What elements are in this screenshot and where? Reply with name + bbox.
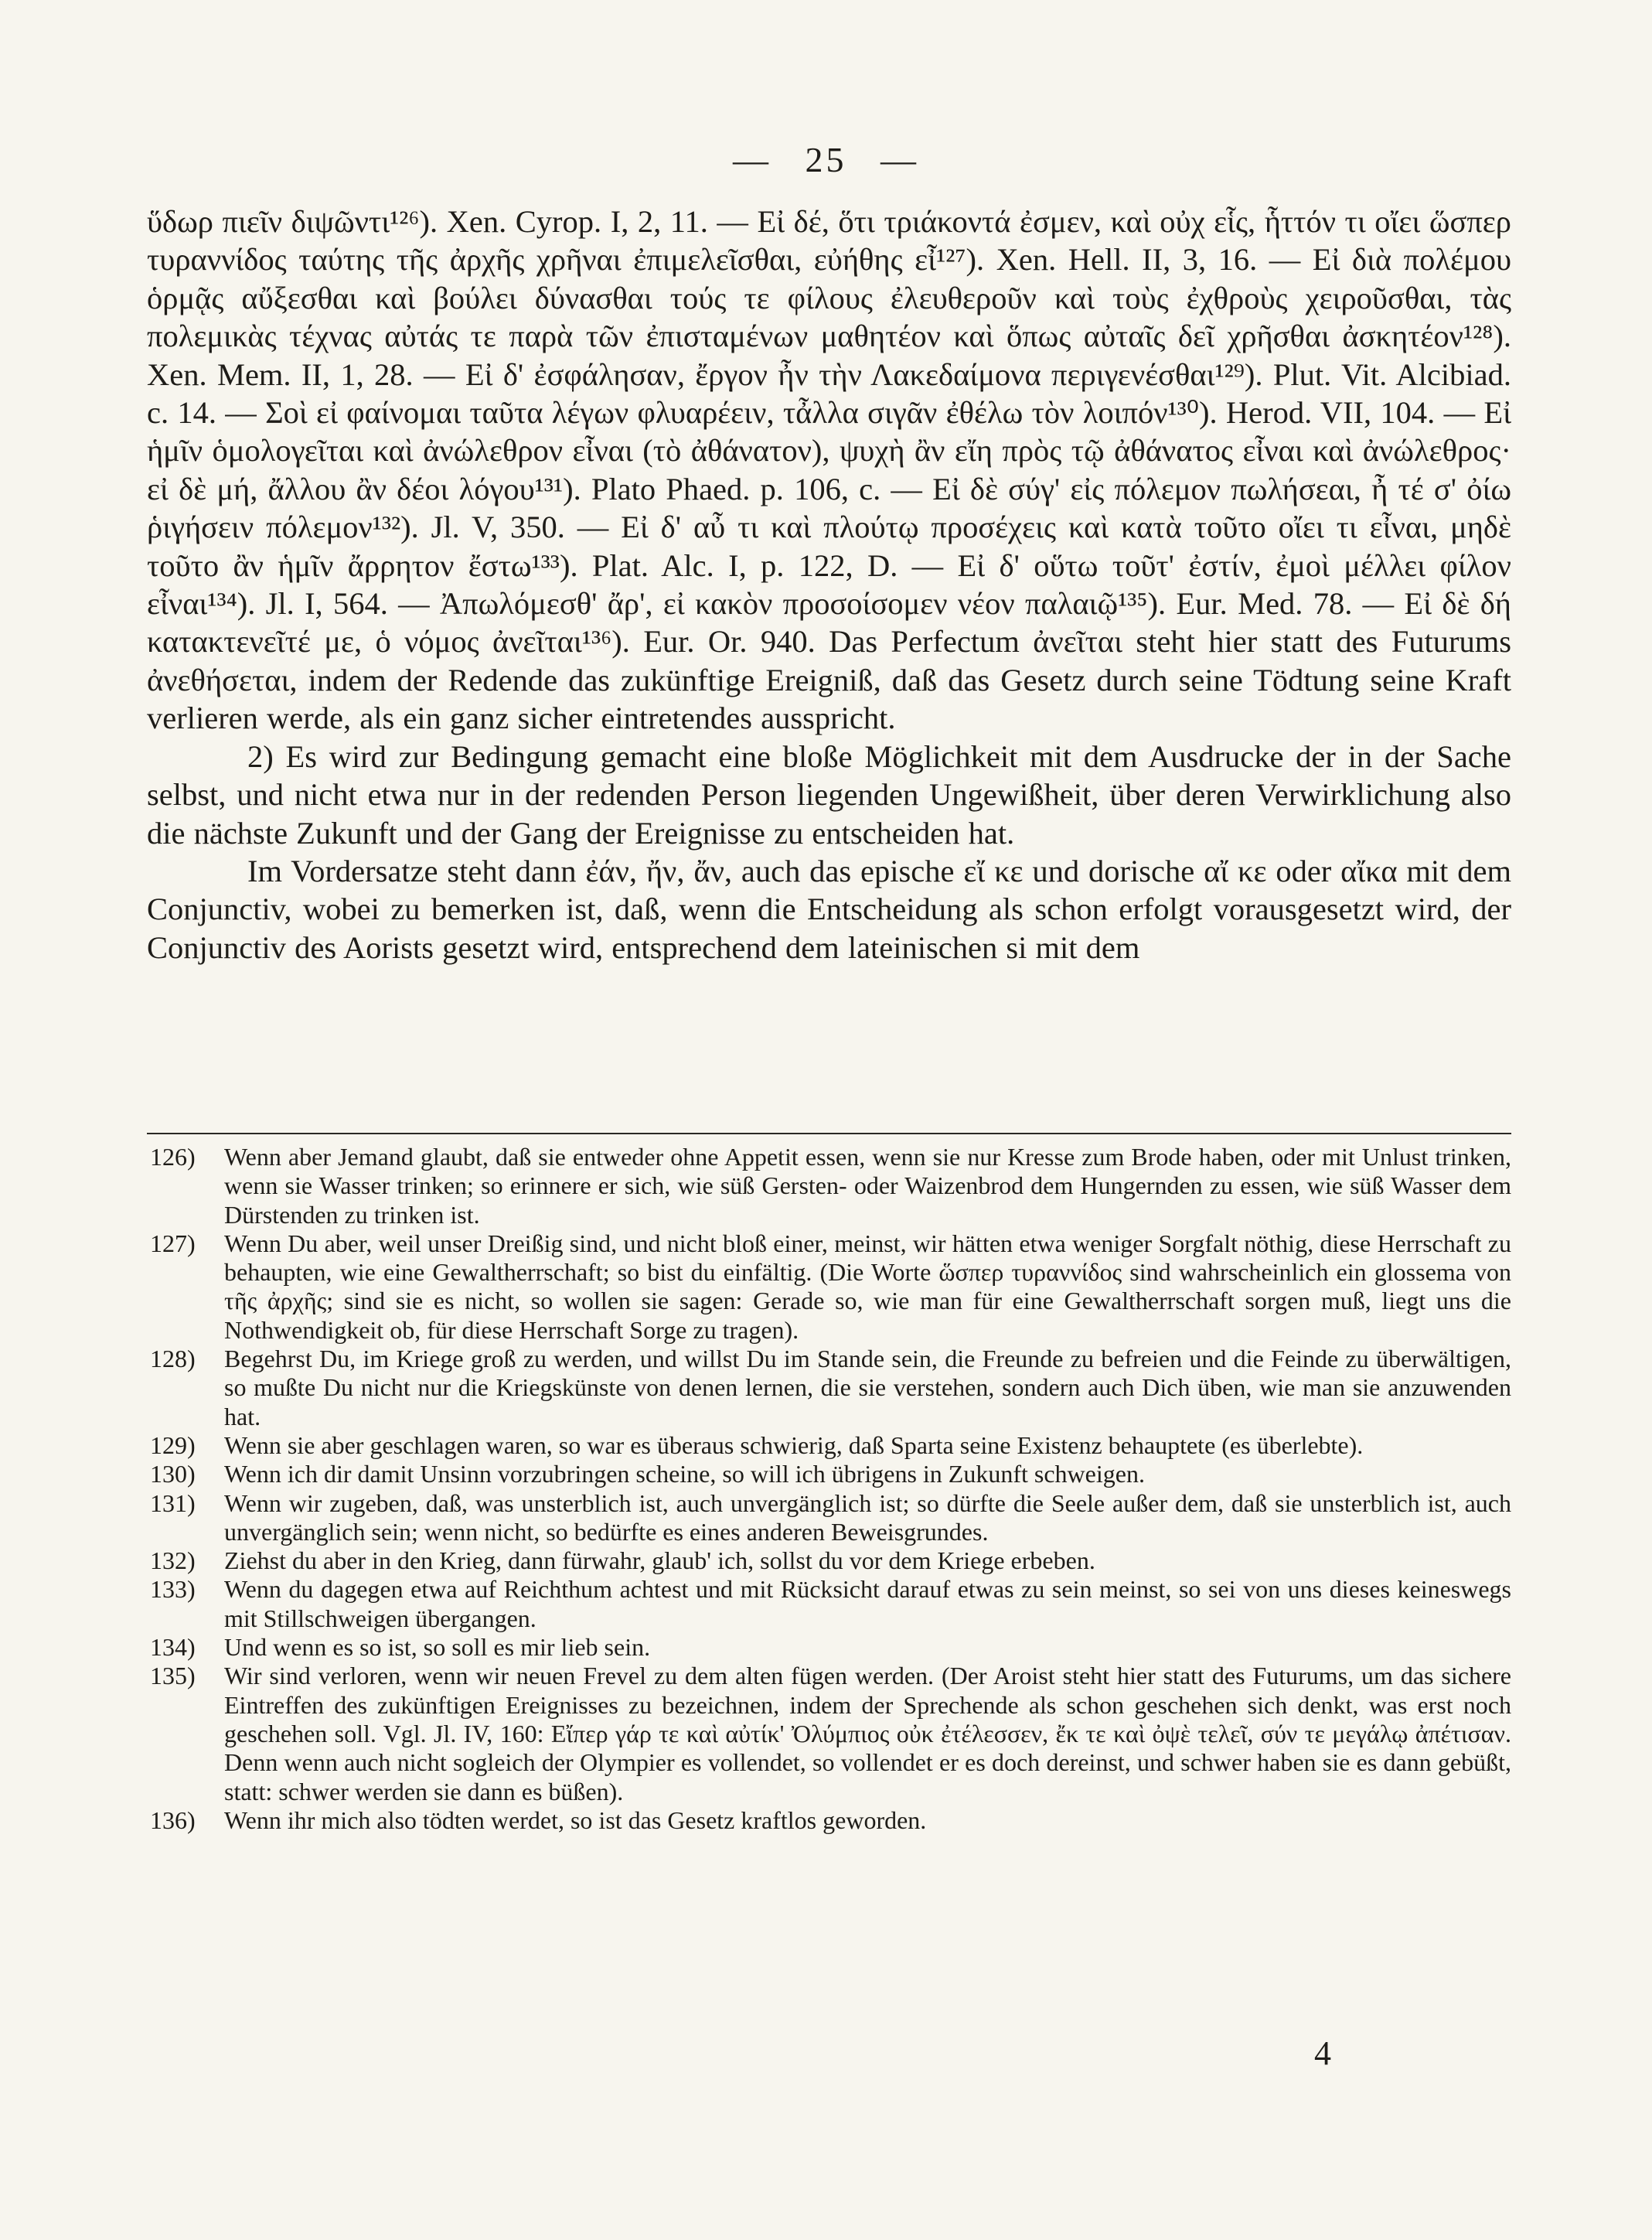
footnote-127 bbox=[147, 1229, 1511, 1345]
footnote-136 bbox=[147, 1806, 1511, 1835]
footnote-text: Begehrst Du, im Kriege groß zu werden, und willst Du im Stande sein, die Freunde zu befreien und die Feinde zu überwältigen, so mußte Du nicht nur die Kriegskünste von denen lernen, die sie verstehen, sondern auch Dich üben, wie man sie anzuwenden hat. bbox=[224, 1345, 1511, 1430]
footnotes bbox=[147, 1143, 1511, 1835]
footnote-divider bbox=[147, 1133, 1511, 1134]
paragraph-condition-2: 2) Es wird zur Bedingung gemacht eine bloße Möglichkeit mit dem Ausdrucke der in der Sache selbst, und nicht etwa nur in der redenden Person liegenden Ungewißheit, über deren Verwirklichung also die nächste Zukunft und der Gang der Ereignisse zu entscheiden hat. bbox=[147, 738, 1511, 851]
footnote-126 bbox=[147, 1143, 1511, 1229]
footnote-131 bbox=[147, 1489, 1511, 1547]
header-dash-left: — bbox=[733, 140, 772, 179]
page-number: 25 bbox=[805, 140, 847, 179]
footnote-135 bbox=[147, 1662, 1511, 1805]
footnote-number: 134) bbox=[150, 1633, 196, 1662]
header-dash-right: — bbox=[880, 140, 919, 179]
footnote-text: Ziehst du aber in den Krieg, dann fürwahr, glaub' ich, sollst du vor dem Kriege erbeben. bbox=[224, 1546, 1095, 1575]
paragraph-examples: ὕδωρ πιεῖν διψῶντι¹²⁶). Xen. Cyrop. I, 2, 11. — Εἰ δέ, ὅτι τριάκοντά ἐσμεν, καὶ οὐχ εἷς, ἧττόν τι οἴει ὥσπερ τυραννίδος ταύτης τῆς ἀρχῆς χρῆναι ἐπιμελεῖσθαι, εὐήθης εἶ¹²⁷). Xen. Hell. II, 3, 16. — Εἰ διὰ πολέμου ὁρμᾷς αὔξεσθαι καὶ βούλει δύνασθαι τούς τε φίλους ἐλευθεροῦν καὶ τοὺς ἐχθροὺς χειροῦσθαι, τὰς πολεμικὰς τέχνας αὐτάς τε παρὰ τῶν ἐπισταμένων μαθητέον καὶ ὅπως αὐταῖς δεῖ χρῆσθαι ἀσκητέον¹²⁸). Xen. Mem. II, 1, 28. — Εἰ δ' ἐσφάλησαν, ἔργον ἦν τὴν Λακεδαίμονα περιγενέσθαι¹²⁹). Plut. Vit. Alcibiad. c. 14. — Σοὶ εἰ φαίνομαι ταῦτα λέγων φλυαρέειν, τἆλλα σιγᾶν ἐθέλω τὸν λοιπόν¹³⁰). Herod. VII, 104. — Εἰ ἡμῖν ὁμολογεῖται καὶ ἀνώλεθρον εἶναι (τὸ ἀθάνατον), ψυχὴ ἂν εἴη πρὸς τῷ ἀθάνατος εἶναι καὶ ἀνώλεθρος· εἰ δὲ μή, ἄλλου ἂν δέοι λόγου¹³¹). Plato Phaed. p. 106, c. — Εἰ δὲ σύγ' εἰς πόλεμον πωλήσεαι, ἦ τέ σ' ὀίω ῥιγήσειν πόλεμον¹³²). Jl. V, 350. — Εἰ δ' αὖ τι καὶ πλούτῳ προσέχεις καὶ κατὰ τοῦτο οἴει τι εἶναι, μηδὲ τοῦτο ἂν ἡμῖν ἄρρητον ἔστω¹³³). Plat. Alc. I, p. 122, D. — Εἰ δ' οὕτω τοῦτ' ἐστίν, ἐμοὶ μέλλει φίλον εἶναι¹³⁴). Jl. I, 564. — Ἀπωλόμεσθ' ἄρ', εἰ κακὸν προσοίσομεν νέον παλαιῷ¹³⁵). Eur. Med. 78. — Εἰ δὲ δή κατακτενεῖτέ με, ὁ νόμος ἀνεῖται¹³⁶). Eur. Or. 940. Das Perfectum ἀνεῖται steht hier statt des Futurums ἀνεθήσεται, indem der Redende das zukünftige Ereigniß, daß das Gesetz durch seine Tödtung seine Kraft verlieren werde, als ein ganz sicher eintretendes ausspricht. bbox=[147, 204, 1511, 736]
footnote-number: 135) bbox=[150, 1662, 196, 1690]
footnote-number: 127) bbox=[150, 1229, 196, 1257]
footnote-text: Wenn wir zugeben, daß, was unsterblich ist, auch unvergänglich ist; so dürfte die Seele außer dem, daß sie unsterblich ist, auch unvergänglich sein; wenn nicht, so bedürfte es eines anderen Beweisgrundes. bbox=[224, 1488, 1511, 1546]
footnote-number: 130) bbox=[150, 1460, 196, 1488]
footnote-text: Wenn ihr mich also tödten werdet, so ist das Gesetz kraftlos geworden. bbox=[224, 1805, 927, 1834]
footnote-text: Wenn du dagegen etwa auf Reichthum achtest und mit Rücksicht darauf etwas zu sein meinst, so sei von uns dieses keineswegs mit Stillschweigen übergangen. bbox=[224, 1575, 1511, 1632]
footnote-text: Wenn Du aber, weil unser Dreißig sind, und nicht bloß einer, meinst, wir hätten etwa weniger Sorgfalt nöthig, diese Herrschaft zu behaupten, wie eine Gewaltherrschaft; so bist du einfältig. (Die Worte ὥσπερ τυραννίδος sind wahrscheinlich ein glossema von τῆς ἀρχῆς; sind sie es nicht, so wollen sie sagen: Gerade so, wie man für eine Gewaltherrschaft sorgen muß, liegt uns die Nothwendigkeit ob, für diese Herrschaft Sorge zu tragen). bbox=[224, 1229, 1511, 1344]
footnote-129 bbox=[147, 1431, 1511, 1460]
page-number-header bbox=[0, 139, 1652, 180]
footnote-text: Wenn ich dir damit Unsinn vorzubringen scheine, so will ich übrigens in Zukunft schweigen. bbox=[224, 1460, 1145, 1488]
footnote-132 bbox=[147, 1546, 1511, 1575]
footnote-text: Und wenn es so ist, so soll es mir lieb sein. bbox=[224, 1633, 651, 1662]
footnote-130 bbox=[147, 1460, 1511, 1488]
footnote-number: 128) bbox=[150, 1345, 196, 1373]
footnote-number: 129) bbox=[150, 1430, 196, 1459]
footnote-number: 131) bbox=[150, 1488, 196, 1517]
main-text bbox=[147, 203, 1511, 967]
footnote-133 bbox=[147, 1575, 1511, 1633]
footnote-number: 136) bbox=[150, 1805, 196, 1834]
footnote-128 bbox=[147, 1345, 1511, 1431]
footnote-text: Wir sind verloren, wenn wir neuen Frevel zu dem alten fügen werden. (Der Aroist steht hier statt des Futurums, um das sichere Eintreffen des zukünftigen Ereignisses zu bezeichnen, indem der Sprechende als schon geschehen sich denkt, was erst noch geschehen soll. Vgl. Jl. IV, 160: Εἴπερ γάρ τε καὶ αὐτίκ' Ὀλύμπιος οὐκ ἐτέλεσσεν, ἔκ τε καὶ ὀψὲ τελεῖ, σύν τε μεγάλῳ ἀπέτισαν. Denn wenn auch nicht sogleich der Olympier es vollendet, so vollendet er es doch dereinst, und schwer haben sie es dann gebüßt, statt: schwer werden sie dann es büßen). bbox=[224, 1662, 1511, 1805]
footnote-text: Wenn sie aber geschlagen waren, so war es überaus schwierig, daß Sparta seine Existenz behauptete (es überlebte). bbox=[224, 1430, 1364, 1459]
signature-mark: 4 bbox=[1314, 2034, 1331, 2072]
footnote-number: 132) bbox=[150, 1546, 196, 1575]
footnote-134 bbox=[147, 1633, 1511, 1662]
footnote-text: Wenn aber Jemand glaubt, daß sie entweder ohne Appetit essen, wenn sie nur Kresse zum Brode haben, oder mit Unlust trinken, wenn sie Wasser trinken; so erinnere er sich, wie süß Gersten- oder Waizenbrod dem Hungernden zu essen, wie süß Wasser dem Dürstenden zu trinken ist. bbox=[224, 1143, 1511, 1229]
footnote-number: 133) bbox=[150, 1575, 196, 1604]
paragraph-vordersatz: Im Vordersatze steht dann ἐάν, ἤν, ἄν, auch das epische εἴ κε und dorische αἴ κε oder αἴκα mit dem Conjunctiv, wobei zu bemerken ist, daß, wenn die Entscheidung als schon erfolgt vorausgesetzt wird, der Conjunctiv des Aorists gesetzt wird, entsprechend dem lateinischen si mit dem bbox=[147, 853, 1511, 965]
footnote-number: 126) bbox=[150, 1143, 196, 1171]
